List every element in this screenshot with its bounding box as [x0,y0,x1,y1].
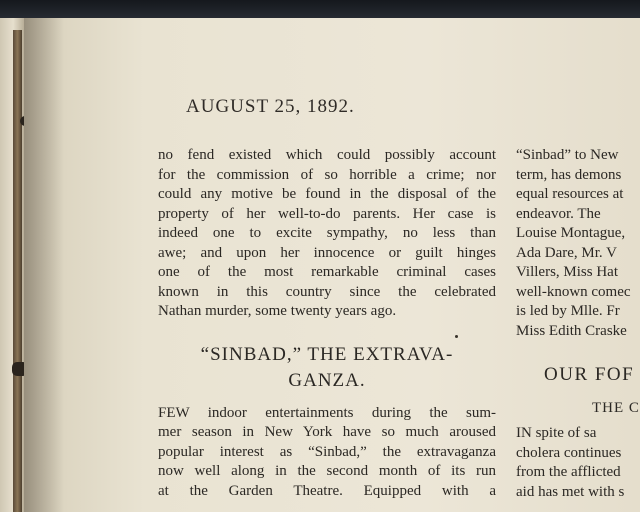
ink-speck [455,335,458,338]
text-line: well-known comec [516,283,631,300]
text-line: equal resources at [516,186,624,202]
text-line: Louise Montague, [516,225,626,241]
text-line: cholera continues [516,444,622,461]
text-line: “Sinbad” to New [516,147,619,163]
section-heading: OUR FOF [544,364,635,385]
page-header-date: AUGUST 25, 1892. [186,96,355,117]
text-line: IN spite of sa [516,425,597,441]
heading-line: “SINBAD,” THE EXTRAVA- [200,343,454,365]
text-line: awe; and upon her innocence or guilt hinges [158,244,496,261]
text-line: Miss Edith Craske [516,322,627,339]
section-subheading: THE C [592,400,640,416]
right-column [516,146,640,341]
right-column-paragraph [516,424,640,502]
left-column [158,146,496,501]
article-paragraph [158,146,496,322]
article-heading [158,342,496,394]
text-line: known in this country since the celebrated [158,283,496,300]
page-gutter-shadow [24,18,64,512]
text-line: property of her well-to-do parents. Her case is [158,205,496,222]
text-line: now well along in the second month of its run [158,463,496,479]
text-line: Ada Dare, Mr. V [516,244,617,261]
text-line: Villers, Miss Hat [516,264,619,280]
text-line: could any motive be found in the disposal of the [158,186,496,202]
text-line: is led by Mlle. Fr [516,303,620,319]
text-line: no fend existed which could possibly account [158,147,496,163]
text-line: Nathan murder, some twenty years ago. [158,303,397,319]
text-line: from the afflicted [516,464,621,480]
article-paragraph [158,404,496,502]
text-line: indeed one to excite sympathy, no less than [158,225,496,241]
heading-line: GANZA. [288,369,366,391]
text-line: for the commission of so horrible a crime; nor [158,166,496,183]
text-line: FEW indoor entertainments during the sum- [158,404,496,421]
text-line: mer season in New York have so much aroused [158,424,496,440]
text-line: endeavor. The [516,205,601,222]
text-line: aid has met with s [516,483,625,500]
text-line: one of the most remarkable criminal cases [158,264,496,280]
text-line: at the Garden Theatre. Equipped with a [158,482,496,499]
text-line: term, has demons [516,166,622,183]
book-spine [13,30,22,512]
text-line: popular interest as “Sinbad,” the extravaganza [158,443,496,460]
